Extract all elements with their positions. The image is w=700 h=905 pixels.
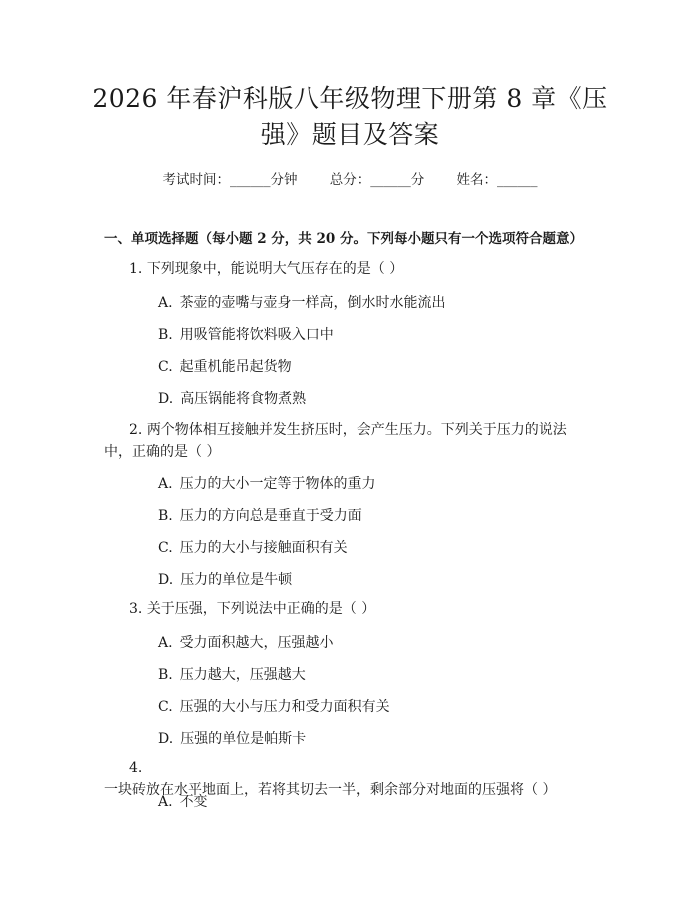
option-text: 起重机能吊起货物	[179, 359, 292, 375]
option-text: 受力面积越大，压强越小	[179, 635, 334, 651]
question-1-option-b	[158, 324, 334, 344]
option-label: A.	[158, 794, 173, 810]
option-label: A.	[158, 635, 173, 651]
question-3-option-a	[158, 632, 334, 652]
option-text: 压力的单位是牛顿	[180, 572, 293, 588]
question-number: 4.	[129, 760, 143, 776]
question-number: 3.	[129, 601, 143, 617]
question-3-option-b	[158, 664, 306, 684]
question-1-option-d	[158, 388, 306, 408]
option-label: B.	[158, 508, 173, 524]
exam-name: 姓名：______	[456, 172, 538, 188]
option-text: 压力的大小一定等于物体的重力	[179, 476, 376, 492]
question-2	[104, 419, 594, 463]
question-3-option-c	[158, 696, 390, 716]
question-4-option-a	[158, 791, 208, 811]
option-label: C.	[158, 699, 173, 715]
option-text: 高压锅能将食物煮熟	[180, 391, 307, 407]
question-2-option-a	[158, 473, 376, 493]
document-title-line1: 2026 年春沪科版八年级物理下册第 8 章《压	[92, 84, 608, 113]
option-label: C.	[158, 359, 173, 375]
option-text: 压力的大小与接触面积有关	[179, 540, 348, 556]
option-label: D.	[158, 572, 174, 588]
exam-score: 总分：______分	[329, 172, 425, 188]
question-1-option-a	[158, 292, 446, 312]
option-text: 压力越大，压强越大	[179, 667, 306, 683]
exam-time: 考试时间：______分钟	[162, 172, 298, 188]
question-3-option-d	[158, 728, 306, 748]
question-text: 一块砖放在水平地面上，若将其切去一半，剩余部分对地面的压强将（ ）	[104, 782, 557, 798]
document-title-line2: 强》题目及答案	[260, 120, 440, 149]
option-label: D.	[158, 731, 174, 747]
question-text: 两个物体相互接触并发生挤压时，会产生压力。下列关于压力的说法中，正确的是（ ）	[104, 422, 567, 460]
question-number: 2.	[129, 422, 143, 438]
exam-meta	[0, 168, 700, 188]
option-label: D.	[158, 391, 174, 407]
question-text: 关于压强，下列说法中正确的是（ ）	[146, 601, 376, 617]
question-1-option-c	[158, 356, 292, 376]
option-text: 压强的大小与压力和受力面积有关	[179, 699, 390, 715]
option-label: A.	[158, 295, 173, 311]
option-label: B.	[158, 327, 173, 343]
option-text: 压强的单位是帕斯卡	[180, 731, 307, 747]
question-text: 下列现象中，能说明大气压存在的是（ ）	[146, 261, 404, 277]
option-label: B.	[158, 667, 173, 683]
question-number: 1.	[129, 261, 143, 277]
question-1	[104, 258, 594, 280]
option-label: A.	[158, 476, 173, 492]
option-label: C.	[158, 540, 173, 556]
question-3	[104, 598, 594, 620]
option-text: 压力的方向总是垂直于受力面	[179, 508, 362, 524]
option-text: 用吸管能将饮料吸入口中	[179, 327, 334, 343]
question-2-option-c	[158, 537, 348, 557]
option-text: 茶壶的壶嘴与壶身一样高，倒水时水能流出	[179, 295, 446, 311]
question-2-option-d	[158, 569, 292, 589]
question-2-option-b	[158, 505, 362, 525]
option-text: 不变	[179, 794, 208, 810]
section-heading: 一、单项选择题（每小题 2 分，共 20 分。下列每小题只有一个选项符合题意）	[104, 231, 583, 247]
